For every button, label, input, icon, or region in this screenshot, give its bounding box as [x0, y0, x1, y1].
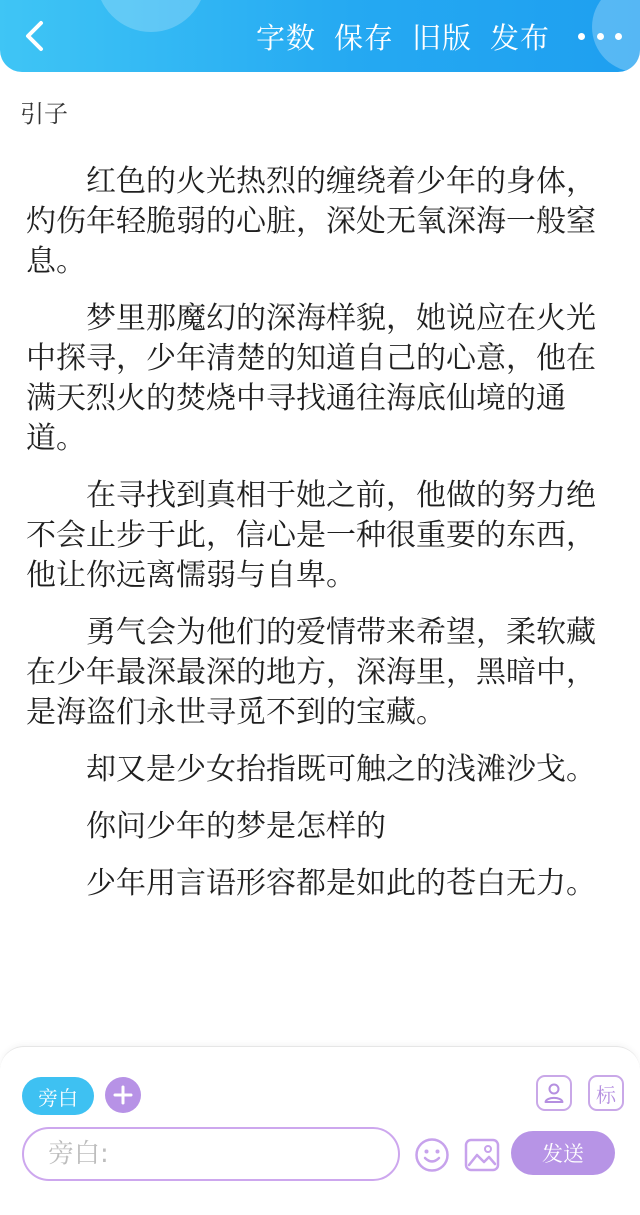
paragraph: 却又是少女抬指既可触之的浅滩沙戈。: [86, 752, 596, 787]
message-input[interactable]: [48, 1139, 398, 1169]
header-actions: [256, 0, 550, 72]
plus-icon: [113, 1085, 133, 1105]
more-dots-icon: [597, 33, 604, 40]
publish-button[interactable]: 发布: [489, 20, 550, 55]
paragraph: 在寻找到真相于她之前，他做的努力绝不会止步于此，信心是一种很重要的东西，他让你远离懦弱与自卑。: [26, 478, 596, 593]
chapter-body[interactable]: [26, 162, 616, 921]
word-count-button[interactable]: 字数: [255, 20, 316, 55]
old-version-button[interactable]: 旧版: [411, 20, 472, 55]
paragraph: 红色的火光热烈的缠绕着少年的身体，灼伤年轻脆弱的心脏，深处无氧深海一般窒息。: [26, 164, 596, 279]
mark-label: 标: [596, 1082, 616, 1107]
image-button[interactable]: [462, 1135, 502, 1175]
paragraph: 梦里那魔幻的深海样貌，她说应在火光中探寻，少年清楚的知道自己的心意，他在满天烈火的焚烧中寻找通往海底仙境的通道。: [26, 301, 596, 456]
chapter-title[interactable]: 引子: [20, 100, 68, 128]
header-bubble-decoration: [96, 0, 206, 32]
send-button[interactable]: 发送: [511, 1131, 615, 1175]
mark-button[interactable]: [588, 1075, 624, 1111]
top-bar: [0, 0, 640, 72]
composer-panel: [0, 1046, 640, 1215]
emoji-button[interactable]: [412, 1135, 452, 1175]
avatar-icon: [542, 1081, 566, 1105]
image-icon: [464, 1138, 500, 1172]
paragraph: 你问少年的梦是怎样的: [86, 809, 386, 844]
chevron-left-icon: [23, 20, 45, 52]
message-input-wrapper: [22, 1127, 400, 1181]
save-button[interactable]: 保存: [333, 20, 394, 55]
more-button[interactable]: [578, 22, 622, 50]
paragraph: 勇气会为他们的爱情带来希望，柔软藏在少年最深最深的地方，深海里，黑暗中，是海盗们永世寻觅不到的宝藏。: [26, 615, 596, 730]
role-chip-narrator[interactable]: 旁白: [22, 1077, 94, 1115]
paragraph: 少年用言语形容都是如此的苍白无力。: [86, 866, 596, 901]
more-dots-icon: [578, 33, 585, 40]
emoji-icon: [414, 1137, 450, 1173]
more-dots-icon: [615, 33, 622, 40]
character-avatar-button[interactable]: [536, 1075, 572, 1111]
add-role-button[interactable]: [105, 1077, 141, 1113]
back-button[interactable]: [14, 16, 54, 56]
